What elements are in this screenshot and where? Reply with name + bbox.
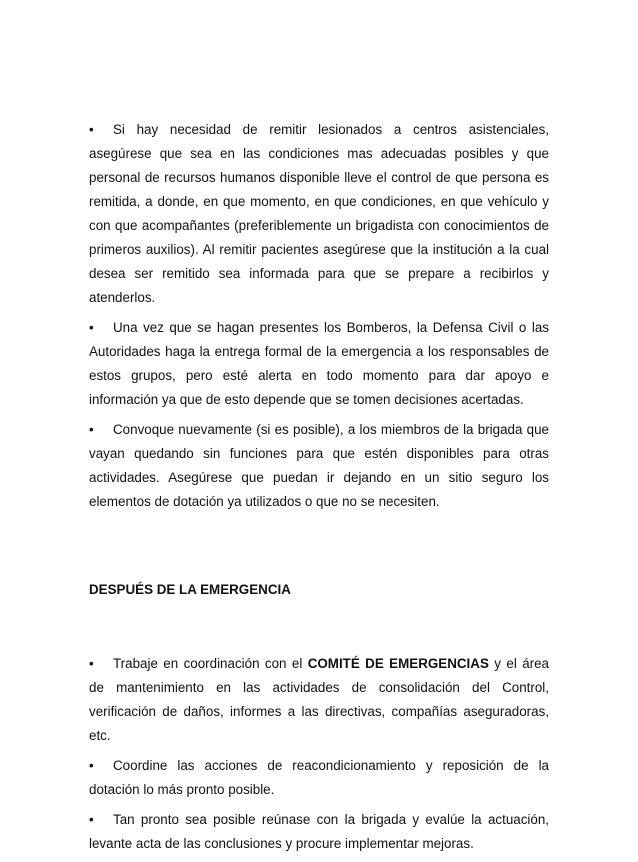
bullet-icon: • <box>89 656 94 671</box>
paragraph-reacondicionamiento <box>89 754 549 802</box>
comite-emergencias-label: COMITÉ DE EMERGENCIAS <box>307 656 489 671</box>
paragraph-text: Convoque nuevamente (si es posible), a los miembros de la brigada que vayan quedando sin funciones para que estén disponibles para otras actividades. Asegúrese que puedan ir dejando en un sitio seguro los elementos de dotación ya utilizados o que no se necesiten. <box>89 422 549 509</box>
paragraph-convoque-brigada <box>89 418 549 514</box>
bullet-icon: • <box>89 812 94 827</box>
paragraph-entrega-emergencia <box>89 316 549 412</box>
bullet-icon: • <box>89 122 94 137</box>
spacer <box>89 602 549 652</box>
paragraph-text: Coordine las acciones de reacondicionamiento y reposición de la dotación lo más pronto posible. <box>89 758 549 797</box>
paragraph-remitir-lesionados <box>89 118 549 310</box>
spacer <box>89 520 549 578</box>
paragraph-text: Una vez que se hagan presentes los Bomberos, la Defensa Civil o las Autoridades haga la entrega formal de la emergencia a los responsables de estos grupos, pero esté alerta en todo momento para dar apoyo e información ya que de esto depende que se tomen decisiones acertadas. <box>89 320 549 407</box>
document-page <box>89 118 549 862</box>
bullet-icon: • <box>89 320 94 335</box>
section-heading: DESPUÉS DE LA EMERGENCIA <box>89 582 291 597</box>
bullet-icon: • <box>89 758 94 773</box>
paragraph-text-after: y el área de mantenimiento en las actividades de consolidación del Control, verificación de daños, informes a las directivas, compañías aseguradoras, etc. <box>89 656 549 743</box>
paragraph-text-before: Trabaje en coordinación con el <box>113 656 308 671</box>
paragraph-text: Si hay necesidad de remitir lesionados a centros asistenciales, asegúrese que sea en las condiciones mas adecuadas posibles y que personal de recursos humanos disponible lleve el control de que persona es remitida, a donde, en que momento, en que condiciones, en que vehículo y con que acompañantes (preferiblemente un brigadista con conocimientos de primeros auxilios). Al remitir pacientes asegúrese que la institución a la cual desea ser remitido sea informada para que se prepare a recibirlos y atenderlos. <box>89 122 549 305</box>
paragraph-text: Tan pronto sea posible reúnase con la brigada y evalúe la actuación, levante acta de las conclusiones y procure implementar mejoras. <box>89 812 549 851</box>
paragraph-evaluacion-brigada <box>89 808 549 856</box>
paragraph-coordinacion-comite <box>89 652 549 748</box>
bullet-icon: • <box>89 422 94 437</box>
